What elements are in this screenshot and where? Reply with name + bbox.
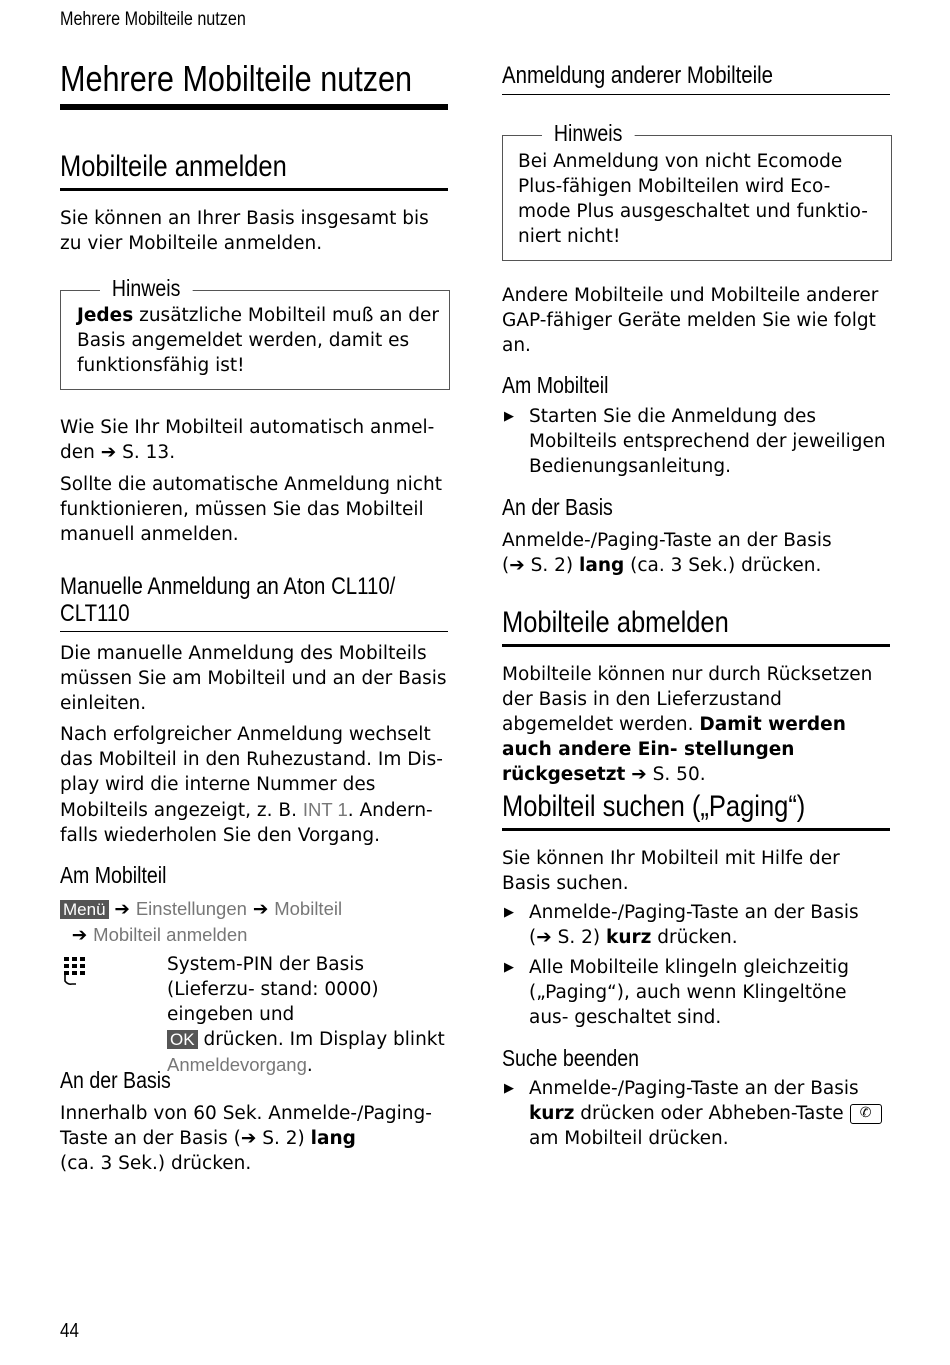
- auto-line-1: Wie Sie Ihr Mobilteil automatisch anmel-: [60, 417, 435, 438]
- section-rule: [502, 644, 890, 647]
- keypad-icon: [62, 955, 90, 991]
- section-rule: [502, 94, 890, 95]
- menu-item-einstellungen[interactable]: Einstellungen: [135, 898, 247, 919]
- note-bold: Jedes: [77, 305, 134, 326]
- beenden-bold: kurz: [529, 1103, 575, 1124]
- suchen-paragraph: Sie können Ihr Mobilteil mit Hilfe der Basis suchen.: [502, 848, 840, 894]
- subsection-title-line-2: CLT110: [60, 600, 130, 627]
- subsection-rule: [60, 631, 448, 632]
- bullet-paging-key: Anmelde-/Paging-Taste an der Basis (➔ S. 2) kurz drücken.: [529, 902, 859, 948]
- phone-handset-icon: ✆: [850, 1104, 882, 1124]
- beenden-text: Anmelde-/Paging-Taste an der Basis: [529, 1078, 859, 1099]
- abmelden-text: Mobilteile können nur durch Rücksetzen der Basis in den Lieferzustand abgemeldet werden.: [502, 664, 873, 735]
- basis-right-text-b: (ca. 3 Sek.) drücken.: [630, 555, 822, 576]
- auto-line-2: den: [60, 442, 95, 463]
- int-display-text: INT 1: [302, 799, 348, 820]
- menu-item-mobilteil[interactable]: Mobilteil: [274, 898, 343, 919]
- abmelden-bold: Damit werden auch andere Ein- stellungen rückgesetzt: [502, 714, 846, 785]
- keypad-instruction: System-PIN der Basis (Lieferzu- stand: 0000) eingeben und OK drücken. Im Display blinkt Anmeldevorgang.: [167, 954, 445, 1076]
- arrow-icon: ➔: [240, 1128, 257, 1149]
- heading-am-mobilteil: Am Mobilteil: [60, 862, 167, 888]
- arrow-icon: ➔: [100, 442, 117, 463]
- basis-paragraph: [60, 1101, 448, 1176]
- basis-right-text: Anmelde-/Paging-Taste an der Basis: [502, 530, 832, 551]
- running-header: Mehrere Mobilteile nutzen: [60, 9, 246, 30]
- section-title-anmeldung-anderer: Anmeldung anderer Mobilteile: [502, 62, 774, 89]
- menu-path: [60, 896, 448, 948]
- intro-paragraph: Sie können an Ihrer Basis insgesamt bis zu vier Mobilteile anmelden.: [60, 208, 429, 254]
- keypad-text: System-PIN der Basis (Lieferzu- stand: 0000) eingeben und: [167, 954, 379, 1025]
- sub-p2-rest: . Andern- falls wiederholen Sie den Vorgang.: [60, 800, 433, 846]
- arrow-icon: ➔: [631, 764, 647, 785]
- beenden-text-b: drücken oder Abheben-Taste: [580, 1103, 844, 1124]
- bullet-icon: ▶: [504, 960, 514, 975]
- menu-item-mobilteil-anmelden[interactable]: Mobilteil anmelden: [93, 924, 248, 945]
- section-rule: [502, 828, 890, 831]
- suchen-ref-link[interactable]: S. 2): [557, 927, 601, 948]
- arrow-icon: ➔: [509, 555, 525, 576]
- page-title: Mehrere Mobilteile nutzen: [60, 58, 413, 99]
- auto-ref-link[interactable]: S. 13.: [122, 442, 176, 463]
- bullet-icon: ▶: [504, 1081, 514, 1096]
- menu-key[interactable]: Menü: [60, 900, 109, 919]
- note-text-right: Bei Anmeldung von nicht Ecomode Plus-fähigen Mobilteilen wird Eco- mode Plus ausgeschaltet und funktio- niert nicht!: [518, 151, 868, 247]
- display-anmeldevorgang: Anmeldevorgang: [167, 1054, 307, 1075]
- note-rest: zusätzliche Mobilteil muß an der Basis angemeldet werden, damit es funktionsfähig ist!: [77, 305, 439, 376]
- suchen-b1-bold: kurz: [606, 927, 652, 948]
- arrow-icon: ➔: [114, 899, 130, 920]
- heading-am-mobilteil-right: Am Mobilteil: [502, 372, 609, 398]
- beenden-text-c: am Mobilteil drücken.: [529, 1128, 729, 1149]
- basis-text: Innerhalb von 60 Sek. Anmelde-/Paging- Taste an der Basis (: [60, 1103, 432, 1149]
- ok-key[interactable]: OK: [167, 1030, 198, 1049]
- basis-paragraph-right: Anmelde-/Paging-Taste an der Basis (➔ S. 2) lang (ca. 3 Sek.) drücken.: [502, 530, 832, 576]
- note-title: Hinweis: [100, 275, 192, 302]
- arrow-icon: ➔: [536, 927, 552, 948]
- heading-suche-beenden: Suche beenden: [502, 1045, 639, 1071]
- basis-right-bold: lang: [579, 555, 625, 576]
- section-title-mobilteile-anmelden: Mobilteile anmelden: [60, 150, 287, 183]
- auto-paragraph: [60, 415, 448, 465]
- bullet-icon: ▶: [504, 409, 514, 424]
- abmelden-ref-link[interactable]: S. 50.: [652, 764, 706, 785]
- subsection-paragraph-1: Die manuelle Anmeldung des Mobilteils müssen Sie am Mobilteil und an der Basis einleiten.: [60, 643, 447, 714]
- bullet-all-ring: Alle Mobilteile klingeln gleichzeitig („Paging“), auch wenn Klingeltöne aus- geschaltet sind.: [529, 957, 849, 1028]
- heading-an-der-basis: An der Basis: [60, 1067, 171, 1093]
- bullet-start-registration: Starten Sie die Anmeldung des Mobilteils entsprechend der jeweiligen Bedienungsanleitung.: [529, 406, 886, 477]
- suchen-b1-text: Anmelde-/Paging-Taste an der Basis: [529, 902, 859, 923]
- section-rule: [60, 188, 448, 191]
- page-number: 44: [60, 1320, 79, 1342]
- bullet-end-search: [529, 1076, 891, 1151]
- basis-right-ref-link[interactable]: S. 2): [530, 555, 574, 576]
- section-title-abmelden: Mobilteile abmelden: [502, 606, 729, 639]
- arrow-icon: ➔: [71, 925, 88, 946]
- abmelden-paragraph: [502, 662, 890, 787]
- note-title-right: Hinweis: [542, 120, 634, 147]
- subsection-paragraph-2: [60, 722, 448, 848]
- heading-an-der-basis-right: An der Basis: [502, 494, 613, 520]
- basis-bold: lang: [310, 1128, 356, 1149]
- other-paragraph: Andere Mobilteile und Mobilteile anderer GAP-fähiger Geräte melden Sie wie folgt an.: [502, 285, 879, 356]
- suchen-b1-text-b: drücken.: [657, 927, 738, 948]
- title-rule: [60, 104, 448, 110]
- basis-text-b: (ca. 3 Sek.) drücken.: [60, 1153, 252, 1174]
- keypad-text-b: drücken. Im Display blinkt: [203, 1029, 445, 1050]
- bullet-icon: ▶: [504, 905, 514, 920]
- basis-ref-link[interactable]: S. 2): [262, 1128, 305, 1149]
- manual-paragraph: Sollte die automatische Anmeldung nicht funktionieren, müssen Sie das Mobilteil manuell anmelden.: [60, 474, 442, 545]
- note-text: [77, 303, 442, 378]
- subsection-title: [60, 573, 395, 627]
- sub-p2-text: Nach erfolgreicher Anmeldung wechselt das Mobilteil in den Ruhezustand. Im Dis- play wird die interne Nummer des Mobilteils angezeigt, z. B.: [60, 724, 443, 821]
- section-title-suchen: Mobilteil suchen („Paging“): [502, 790, 806, 823]
- subsection-title-line-1: Manuelle Anmeldung an Aton CL110/: [60, 573, 396, 600]
- arrow-icon: ➔: [252, 899, 269, 920]
